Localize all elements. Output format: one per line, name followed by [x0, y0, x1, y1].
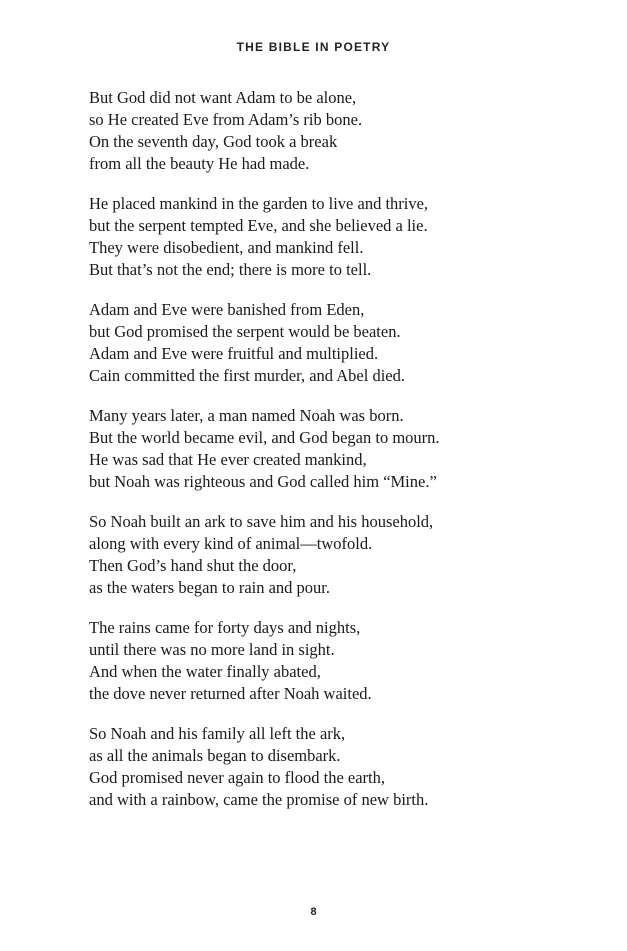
poem-line: but Noah was righteous and God called him “Mine.” [89, 472, 437, 491]
poem-line: He placed mankind in the garden to live and thrive, [89, 194, 429, 213]
poem-line: The rains came for forty days and nights, [89, 618, 361, 637]
poem-line: but God promised the serpent would be beaten. [89, 322, 401, 341]
poem-line: Then God’s hand shut the door, [89, 556, 297, 575]
poem-line: But God did not want Adam to be alone, [89, 88, 357, 107]
poem-line: So Noah and his family all left the ark, [89, 724, 346, 743]
poem-line: and with a rainbow, came the promise of new birth. [89, 790, 429, 809]
stanza-1 [89, 87, 549, 175]
poem-line: Adam and Eve were fruitful and multiplied. [89, 344, 379, 363]
stanza-2 [89, 193, 549, 281]
poem-line: They were disobedient, and mankind fell. [89, 238, 364, 257]
stanza-4 [89, 405, 549, 493]
running-title: THE BIBLE IN POETRY [236, 40, 391, 54]
page-number: 8 [310, 906, 317, 918]
poem-line: So Noah built an ark to save him and his household, [89, 512, 434, 531]
poem-line: Cain committed the first murder, and Abel died. [89, 366, 405, 385]
poem [89, 87, 549, 829]
poem-line: But that’s not the end; there is more to tell. [89, 260, 372, 279]
poem-line: so He created Eve from Adam’s rib bone. [89, 110, 363, 129]
poem-line: But the world became evil, and God began to mourn. [89, 428, 440, 447]
poem-line: but the serpent tempted Eve, and she believed a lie. [89, 216, 428, 235]
poem-line: as the waters began to rain and pour. [89, 578, 331, 597]
poem-line: God promised never again to flood the earth, [89, 768, 385, 787]
poem-line: until there was no more land in sight. [89, 640, 335, 659]
poem-line: as all the animals began to disembark. [89, 746, 341, 765]
poem-line: along with every kind of animal—twofold. [89, 534, 373, 553]
poem-line: On the seventh day, God took a break [89, 132, 338, 151]
stanza-3 [89, 299, 549, 387]
stanza-6 [89, 617, 549, 705]
poem-line: from all the beauty He had made. [89, 154, 310, 173]
poem-line: the dove never returned after Noah waited. [89, 684, 372, 703]
stanza-5 [89, 511, 549, 599]
poem-line: Many years later, a man named Noah was born. [89, 406, 404, 425]
poem-line: And when the water finally abated, [89, 662, 321, 681]
stanza-7 [89, 723, 549, 811]
poem-line: He was sad that He ever created mankind, [89, 450, 367, 469]
poem-line: Adam and Eve were banished from Eden, [89, 300, 365, 319]
